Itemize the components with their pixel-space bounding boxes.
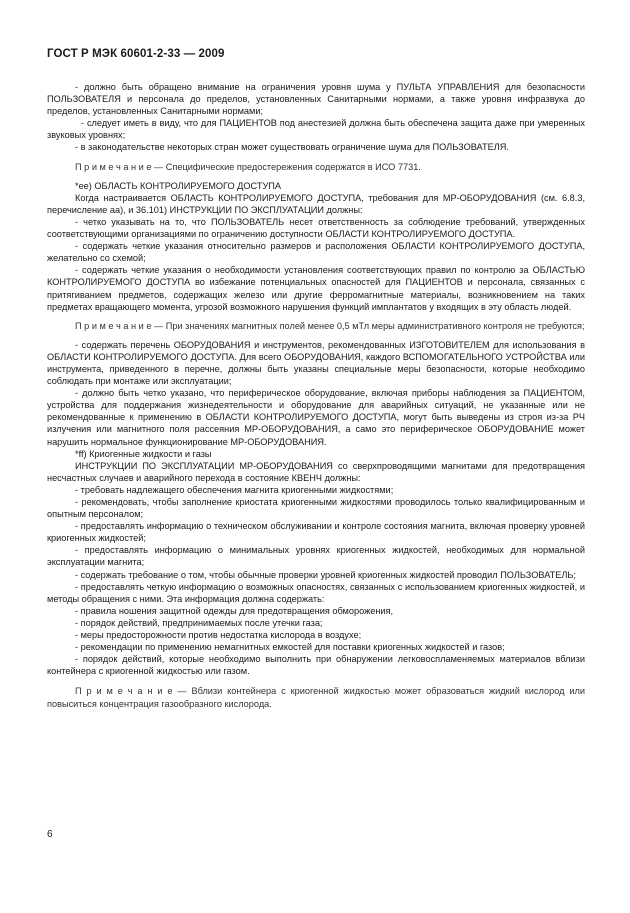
section-heading: *ff) Криогенные жидкости и газы: [75, 448, 212, 459]
paragraph: - порядок действий, которые необходимо выполнить при обнаружении легковоспламеняемых материалов вблизи контейнера с криогенной жидкостью или газом.: [47, 654, 585, 677]
paragraph: - правила ношения защитной одежды для предотвращения обморожения,: [75, 605, 394, 616]
paragraph: - содержать четкие указания о необходимости установления соответствующих правил по контролю за ОБЛАСТЬЮ КОНТРОЛИРУЕМОГО ДОСТУПА во избежание потенциальных опасностей для ПАЦИЕНТОВ и персонала, связанных с притягиванием предметов, содержащих железо или другие ферромагнитные материалы, возникновением на таких предметах вращающего момента, угрозой возможного нарушения функций имплантатов у входящих в эту область людей.: [47, 265, 585, 312]
document-body: [47, 81, 585, 710]
note-paragraph: П р и м е ч а н и е — При значениях магнитных полей менее 0,5 мТл меры административного контроля не требуются;: [75, 320, 585, 331]
paragraph: - предоставлять информацию о техническом обслуживании и контроле состояния магнита, включая проверку уровней криогенных жидкостей;: [47, 521, 585, 544]
paragraph: - четко указывать на то, что ПОЛЬЗОВАТЕЛЬ несет ответственность за соблюдение требований, утвержденных соответствующими организациями по ограничению доступности ОБЛАСТИ КОНТРОЛИРУЕМОГО ДОСТУПА.: [47, 216, 585, 240]
paragraph: - меры предосторожности против недостатка кислорода в воздухе;: [75, 630, 362, 641]
paragraph: - содержать требование о том, чтобы обычные проверки уровней криогенных жидкостей проводил ПОЛЬЗОВАТЕЛЬ;: [75, 569, 576, 580]
paragraph: - предоставлять информацию о минимальных уровнях криогенных жидкостей, необходимых для нормальной эксплуатации магнита;: [47, 545, 585, 568]
paragraph: ИНСТРУКЦИИ ПО ЭКСПЛУАТАЦИИ МР-ОБОРУДОВАНИЯ со сверхпроводящими магнитами для предотвращения несчастных случаев и аварийного перехода в состояние КВЕНЧ должны:: [47, 460, 585, 483]
section-heading: *ee) ОБЛАСТЬ КОНТРОЛИРУЕМОГО ДОСТУПА: [75, 180, 282, 191]
paragraph: - рекомендовать, чтобы заполнение криостата криогенными жидкостями проводилось только квалифицированным и опытным персоналом;: [47, 497, 585, 520]
note-paragraph: П р и м е ч а н и е — Вблизи контейнера с криогенной жидкостью может образоваться жидкий кислород или повыситься концентрация газообразного кислорода.: [47, 686, 585, 709]
paragraph: - рекомендации по применению немагнитных емкостей для поставки криогенных жидкостей и газов;: [75, 642, 505, 653]
paragraph: - порядок действий, предпринимаемых после утечки газа;: [75, 617, 323, 628]
paragraph: - должно быть четко указано, что периферическое оборудование, включая приборы наблюдения за ПАЦИЕНТОМ, устройства для поддержания жизнедеятельности и оборудование для аварийных ситуаций, не указанные или не рекомендованные к применению в ОБЛАСТИ КОНТРОЛИРУЕМОГО ДОСТУПА, могут быть выведены из строя из-за РЧ излучения или магнитного поля рассеяния МР-ОБОРУДОВАНИЯ, а само это периферическое ОБОРУДОВАНИЕ может нарушить нормальное функционирование МР-ОБОРУДОВАНИЯ.: [47, 388, 585, 447]
paragraph: - требовать надлежащего обеспечения магнита криогенными жидкостями;: [75, 484, 394, 495]
paragraph: - в законодательстве некоторых стран может существовать ограничение шума для ПОЛЬЗОВАТЕЛЯ.: [75, 142, 509, 153]
paragraph: - должно быть обращено внимание на ограничения уровня шума у ПУЛЬТА УПРАВЛЕНИЯ для безопасности ПОЛЬЗОВАТЕЛЯ и персонала до пределов, установленных Санитарными нормами, а также уровня инфразвука до пределов, установленных Санитарными нормами;: [47, 82, 585, 117]
paragraph: Когда настраивается ОБЛАСТЬ КОНТРОЛИРУЕМОГО ДОСТУПА, требования для МР-ОБОРУДОВАНИЯ (см. 6.8.3, перечисление аа), и 36.101) ИНСТРУКЦИИ ПО ЭКСПЛУАТАЦИИ должны:: [47, 192, 585, 215]
paragraph: - содержать четкие указания относительно размеров и расположения ОБЛАСТИ КОНТРОЛИРУЕМОГО ДОСТУПА, желательно со схемой;: [47, 241, 585, 264]
paragraph: - следует иметь в виду, что для ПАЦИЕНТОВ под анестезией должна быть обеспечена защита даже при умеренных звуковых уровнях;: [47, 118, 585, 141]
document-header: ГОСТ Р МЭК 60601-2-33 — 2009: [47, 48, 225, 60]
page-number: 6: [47, 829, 53, 840]
paragraph: - содержать перечень ОБОРУДОВАНИЯ и инструментов, рекомендованных ИЗГОТОВИТЕЛЕМ для использования в ОБЛАСТИ КОНТРОЛИРУЕМОГО ДОСТУПА. Для всего ОБОРУДОВАНИЯ, каждого ВСПОМОГАТЕЛЬНОГО УСТРОЙСТВА или инструмента, приведенного в перечне, должны быть указаны специальные меры безопасности, которые необходимо соблюдать при монтаже или эксплуатации;: [47, 339, 585, 387]
note-paragraph: П р и м е ч а н и е — Специфические предостережения содержатся в ИСО 7731.: [75, 161, 421, 172]
paragraph: - предоставлять четкую информацию о возможных опасностях, связанных с использованием криогенных жидкостей, и методы обращения с ними. Эта информация должна содержать:: [47, 581, 585, 604]
